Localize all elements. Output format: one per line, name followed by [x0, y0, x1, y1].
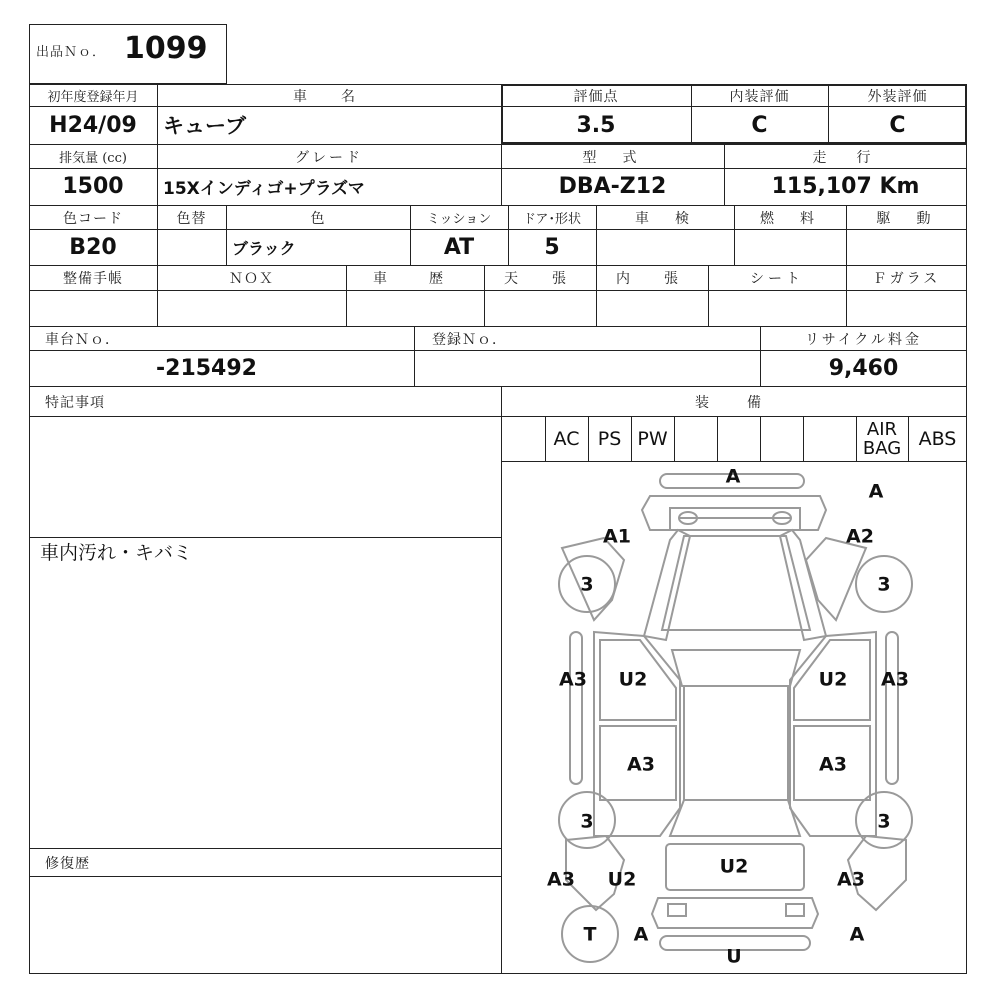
fuel-value — [734, 229, 846, 265]
equipment-item-1 — [502, 416, 545, 461]
row-divider — [29, 290, 967, 291]
color-label: 色 — [310, 210, 326, 227]
equipment-item-airbag: AIR BAG — [862, 418, 902, 459]
special-note-text: 車内汚れ・キバミ — [40, 542, 193, 564]
mark-right-fender: A3 — [881, 668, 909, 691]
mark-rear-bumper: U — [726, 945, 742, 968]
mark-rear-left-corner: A — [633, 923, 649, 946]
equipment-item-ac: AC — [553, 427, 580, 450]
equipment-item-6 — [717, 416, 760, 461]
vehicle-history-label: 車 歴 — [373, 271, 457, 287]
grade-value: 15Xインディゴ+プラズマ — [163, 179, 365, 199]
mark-left-quarter: A3 — [547, 868, 575, 891]
mark-front-bumper: A — [725, 465, 741, 488]
special-notes-label: 特記事項 — [45, 394, 105, 411]
registration-number-label: 登録Ｎｏ． — [432, 331, 507, 348]
inspection-value — [596, 229, 734, 265]
mark-rear-right-corner: A — [849, 923, 865, 946]
year-label: 初年度登録年月 — [47, 90, 139, 105]
equipment-item-5 — [674, 416, 717, 461]
repaint-label: 色替 — [176, 210, 207, 227]
mileage-value: 115,107 Km — [771, 174, 920, 199]
mark-back-door: U2 — [719, 855, 749, 878]
mark-left-front-tire: 3 — [580, 573, 594, 596]
color-code-label: 色コード — [63, 210, 123, 227]
displacement-value: 1500 — [62, 174, 124, 199]
transmission-value: AT — [443, 234, 475, 260]
mark-left-front-door: U2 — [618, 668, 648, 691]
door-label: ドア･形状 — [522, 212, 582, 227]
mark-right-front-door: U2 — [818, 668, 848, 691]
interior-grade-label: 内装評価 — [729, 88, 790, 105]
model-value: DBA-Z12 — [558, 174, 667, 199]
mark-right-rear-tire: 3 — [877, 810, 891, 833]
roof-lining-label: 天 張 — [504, 271, 576, 287]
car-name-value: キューブ — [163, 114, 246, 138]
chassis-number-label: 車台Ｎｏ． — [45, 331, 120, 348]
recycle-fee-value: 9,460 — [828, 355, 899, 381]
door-value: 5 — [544, 234, 560, 260]
drive-label: 駆 動 — [876, 210, 937, 227]
displacement-label: 排気量 (cc) — [59, 151, 127, 166]
mark-left-headlight: A1 — [603, 525, 631, 548]
fuel-label: 燃 料 — [760, 210, 820, 227]
interior-grade-value: C — [751, 112, 768, 138]
car-diagram — [502, 462, 966, 973]
mark-left-rear-tire: 3 — [580, 810, 594, 833]
mark-right-headlight: A2 — [846, 525, 874, 548]
first-registration-value: H24/09 — [49, 112, 137, 138]
mark-spare-tire: T — [583, 923, 597, 946]
row-divider — [29, 876, 502, 877]
lot-number-box — [29, 24, 227, 84]
registration-number-value — [414, 350, 760, 386]
repair-history-label: 修復歴 — [45, 855, 90, 872]
mark-front-right-corner: A — [868, 480, 884, 503]
exterior-grade-value: C — [889, 112, 906, 138]
seat-label: シート — [750, 271, 804, 287]
inspection-label: 車 検 — [635, 210, 695, 227]
recycle-fee-label: リサイクル料金 — [804, 331, 923, 348]
repaint-value — [157, 229, 226, 265]
transmission-label: ミッション — [426, 212, 492, 227]
mark-left-fender: A3 — [559, 668, 587, 691]
inner-lining-label: 内 張 — [616, 271, 688, 287]
mark-right-front-tire: 3 — [877, 573, 891, 596]
mark-right-rear-door: A3 — [819, 753, 847, 776]
model-label: 型 式 — [582, 149, 643, 166]
mark-left-rear-door: A3 — [627, 753, 655, 776]
maintenance-book-label: 整備手帳 — [63, 271, 123, 287]
equipment-item-7 — [760, 416, 803, 461]
color-code-value: B20 — [69, 234, 117, 260]
damage-marks — [547, 466, 909, 968]
score-value: 3.5 — [576, 112, 616, 138]
mark-left-rear-panel: U2 — [607, 868, 637, 891]
grade-label: グレード — [295, 149, 363, 166]
car-name-label: 車 名 — [293, 88, 365, 105]
mark-right-quarter: A3 — [837, 868, 865, 891]
nox-label: ＮＯＸ — [229, 271, 274, 287]
equipment-label: 装 備 — [695, 394, 773, 411]
lot-number-label: 出品Ｎｏ． — [36, 45, 107, 60]
score-label: 評価点 — [573, 88, 619, 105]
equipment-item-pw: PW — [637, 427, 668, 450]
exterior-grade-label: 外装評価 — [867, 88, 928, 105]
mileage-label: 走 行 — [812, 149, 879, 166]
lot-number-value: 1099 — [124, 31, 208, 66]
equipment-item-8 — [803, 416, 856, 461]
equipment-item-abs: ABS — [918, 427, 957, 450]
front-glass-label: Ｆガラス — [872, 271, 941, 287]
chassis-number-value: -215492 — [156, 355, 257, 381]
drive-value — [846, 229, 967, 265]
color-value: ブラック — [232, 238, 296, 258]
equipment-item-ps: PS — [597, 427, 622, 450]
